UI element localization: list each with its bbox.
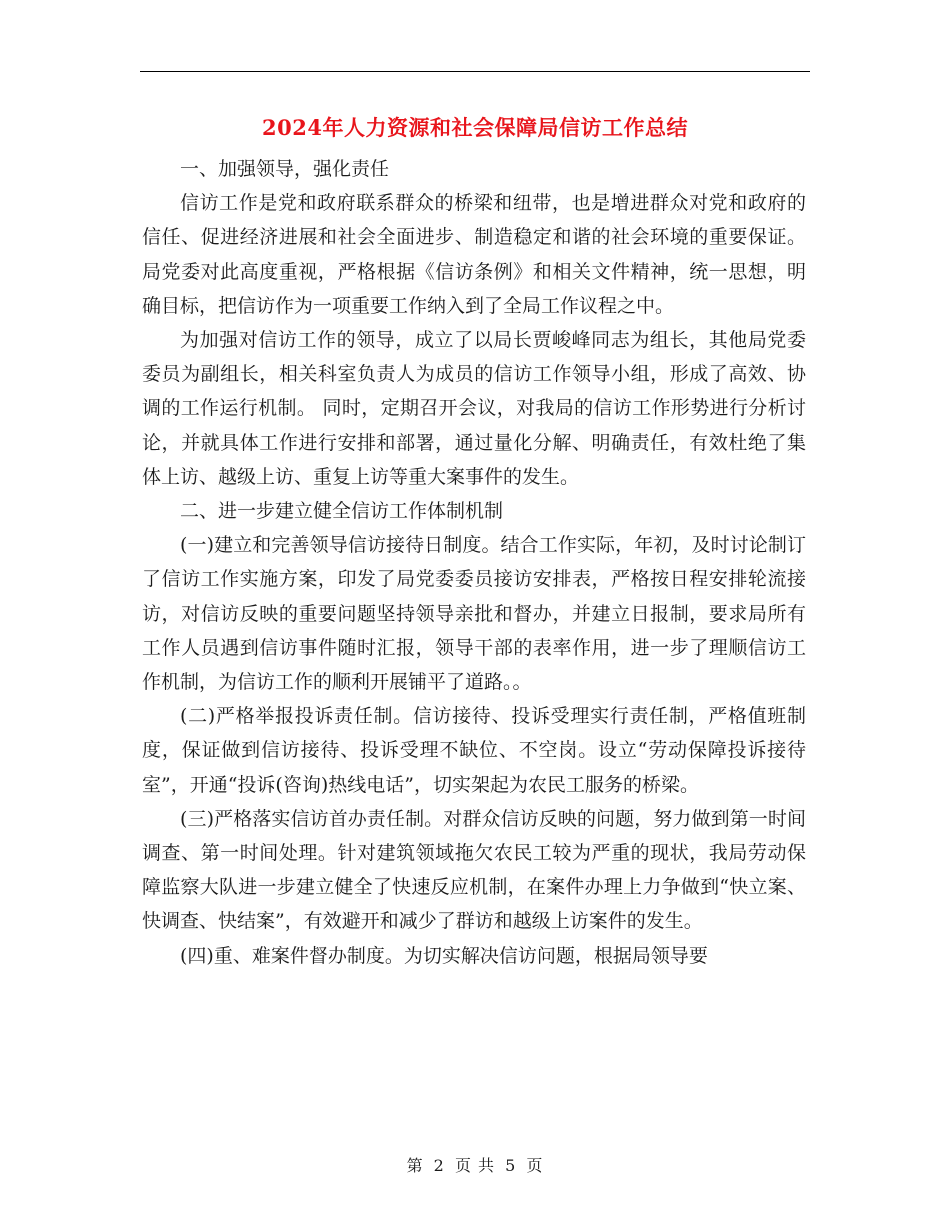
paragraph: 为加强对信访工作的领导，成立了以局长贾峻峰同志为组长，其他局党委委员为副组长，相关科室负责人为成员的信访工作领导小组，形成了高效、协调的工作运行机制。 同时，定期召开会议，对我局的信访工作形势进行分析讨论，并就具体工作进行安排和部署，通过量化分解、明确责任，有效杜绝了集体上访、越级上访、重复上访等重大案事件的发生。 <box>142 329 806 488</box>
document-title: 2024年人力资源和社会保障局信访工作总结 <box>262 115 688 140</box>
document-body <box>142 152 806 973</box>
paragraph: (一)建立和完善领导信访接待日制度。结合工作实际，年初，及时讨论制订了信访工作实施方案，印发了局党委委员接访安排表，严格按日程安排轮流接访，对信访反映的重要问题坚持领导亲批和督办，并建立日报制，要求局所有工作人员遇到信访事件随时汇报，领导干部的表率作用，进一步了理顺信访工作机制，为信访工作的顺利开展铺平了道路。。 <box>142 534 806 694</box>
page-footer <box>0 1155 950 1177</box>
footer-suffix: 页 <box>526 1156 544 1175</box>
paragraph: (三)严格落实信访首办责任制。对群众信访反映的问题，努力做到第一时间调查、第一时间处理。针对建筑领域拖欠农民工较为严重的现状，我局劳动保障监察大队进一步建立健全了快速反应机制，在案件办理上力争做到“快立案、快调查、快结案”，有效避开和减少了群访和越级上访案件的发生。 <box>142 807 806 933</box>
header-rule <box>140 71 810 72</box>
footer-prefix: 第 <box>406 1156 424 1175</box>
section-heading-1: 一、加强领导，强化责任 <box>180 158 390 180</box>
paragraph: (二)严格举报投诉责任制。信访接待、投诉受理实行责任制，严格值班制度，保证做到信访接待、投诉受理不缺位、不空岗。设立“劳动保障投诉接待室”，开通“投诉(咨询)热线电话”，切实架起为农民工服务的桥梁。 <box>142 705 806 796</box>
total-page-count: 5 <box>505 1156 517 1175</box>
current-page-number: 2 <box>433 1156 445 1175</box>
footer-middle: 页 共 <box>454 1156 496 1175</box>
paragraph: 信访工作是党和政府联系群众的桥梁和纽带，也是增进群众对党和政府的信任、促进经济进展和社会全面进步、制造稳定和谐的社会环境的重要保证。局党委对此高度重视，严格根据《信访条例》和相关文件精神，统一思想，明确目标，把信访作为一项重要工作纳入到了全局工作议程之中。 <box>142 192 806 317</box>
paragraph: (四)重、难案件督办制度。为切实解决信访问题，根据局领导要 <box>180 944 708 967</box>
section-heading-2: 二、进一步建立健全信访工作体制机制 <box>180 500 504 523</box>
